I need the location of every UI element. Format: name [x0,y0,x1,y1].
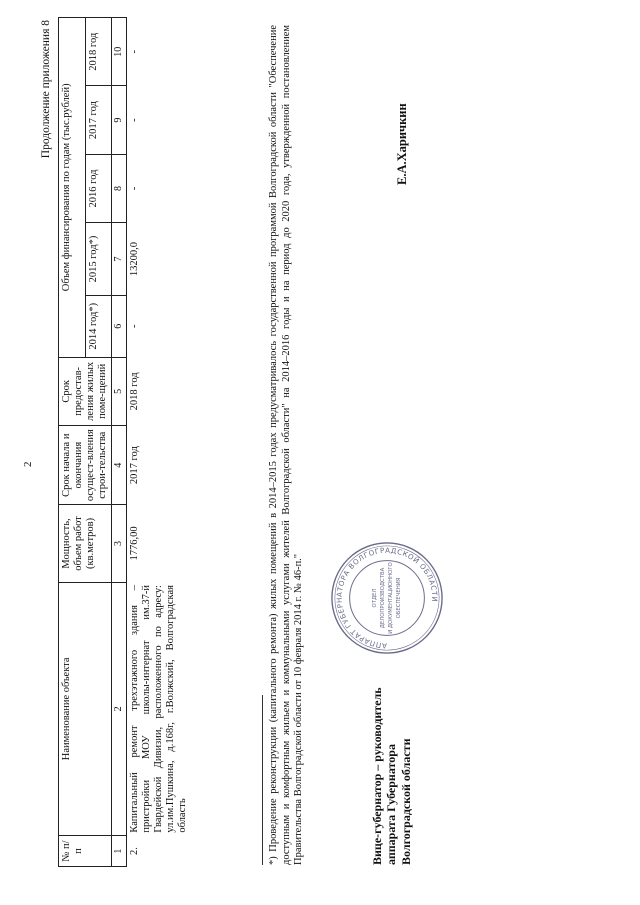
stamp-inner-line: ДЕЛОПРОИЗВОДСТВА [380,567,387,629]
signatory-name: Е.А.Харичкин [395,103,409,185]
footnote-text: *) Проведение реконструкции (капитального ремонта) жилых помещений в 2014–2015 годах предусматривалось государственной программой Волгоградской области "Обеспечение доступным и комфортным жильем и коммунальными услугами жителей Волгоградской области" на 2014–2016 годы и на период до 2020 года, утвержденной постановлением Правительства Волгоградской области от 10 февраля 2014 г. № 46-п." [268,25,305,865]
column-number: 5 [112,357,127,425]
row-provision: 2018 год [128,372,140,411]
row-capacity: 1776,00 [128,526,140,561]
column-number-row [112,18,127,867]
stamp-inner-line: ОТДЕЛ [372,588,379,608]
row-num: 2. [128,847,140,856]
column-number: 6 [112,295,127,357]
row-value-2017: - [128,118,140,122]
column-number: 10 [112,18,127,86]
column-number: 7 [112,223,127,296]
header-capacity: Мощность, объем работ (кв.метров) [59,505,112,582]
table-row [126,18,191,867]
header-year-2014: 2014 год*) [85,295,112,357]
stamp-inner-line: И ДОКУМЕНТАЦИОННОГО [387,562,394,634]
header-year-2016: 2016 год [85,154,112,222]
column-number: 8 [112,154,127,222]
column-number: 3 [112,505,127,582]
header-financing: Объем финансирования по годам (тыс.рублей) [59,18,86,358]
row-object-name: Капитальный ремонт трехэтажного здания – пристройки МОУ школы-интернат им.37-й Гвардейской Дивизии, расположенного по адресу: ул.им.Пушкина, д.168г, г.Волжский, Волгоградская область [128,585,188,833]
stamp-outer-text: АППАРАТ ГУБЕРНАТОРА ВОЛГОГРАДСКОЙ ОБЛАСТИ [334,545,440,651]
header-provision: Срок предостав-ления жилых поме-щений [59,357,112,425]
header-year-2017: 2017 год [85,86,112,154]
header-num: № п/п [59,836,112,867]
page-number: 2 [22,461,34,467]
header-year-2015: 2015 год*) [85,223,112,296]
official-stamp [328,539,446,657]
signature-position-line: Вице-губернатор – руководитель [370,687,384,865]
financing-table [58,17,191,867]
signature-position-line: аппарата Губернатора [384,744,399,865]
column-number: 9 [112,86,127,154]
continuation-label: Продолжение приложения 8 [40,20,52,159]
row-value-2014: - [128,324,140,329]
row-value-2018: - [128,49,140,54]
column-number: 2 [112,582,127,836]
row-start-end: 2017 год [128,446,140,485]
column-number: 4 [112,426,127,505]
signature-position-line: Волгоградской области [398,738,413,865]
column-number: 1 [112,836,127,867]
header-start-end: Срок начала и окончания осущест-вления строи-тельства [59,426,112,505]
row-value-2016: - [128,186,140,191]
header-year-2018: 2018 год [85,18,112,86]
row-value-2015: 13200,0 [128,241,140,277]
header-name: Наименование объекта [59,582,112,836]
footnote-separator [262,695,263,865]
stamp-inner-line: ОБЕСПЕЧЕНИЯ [395,577,402,619]
